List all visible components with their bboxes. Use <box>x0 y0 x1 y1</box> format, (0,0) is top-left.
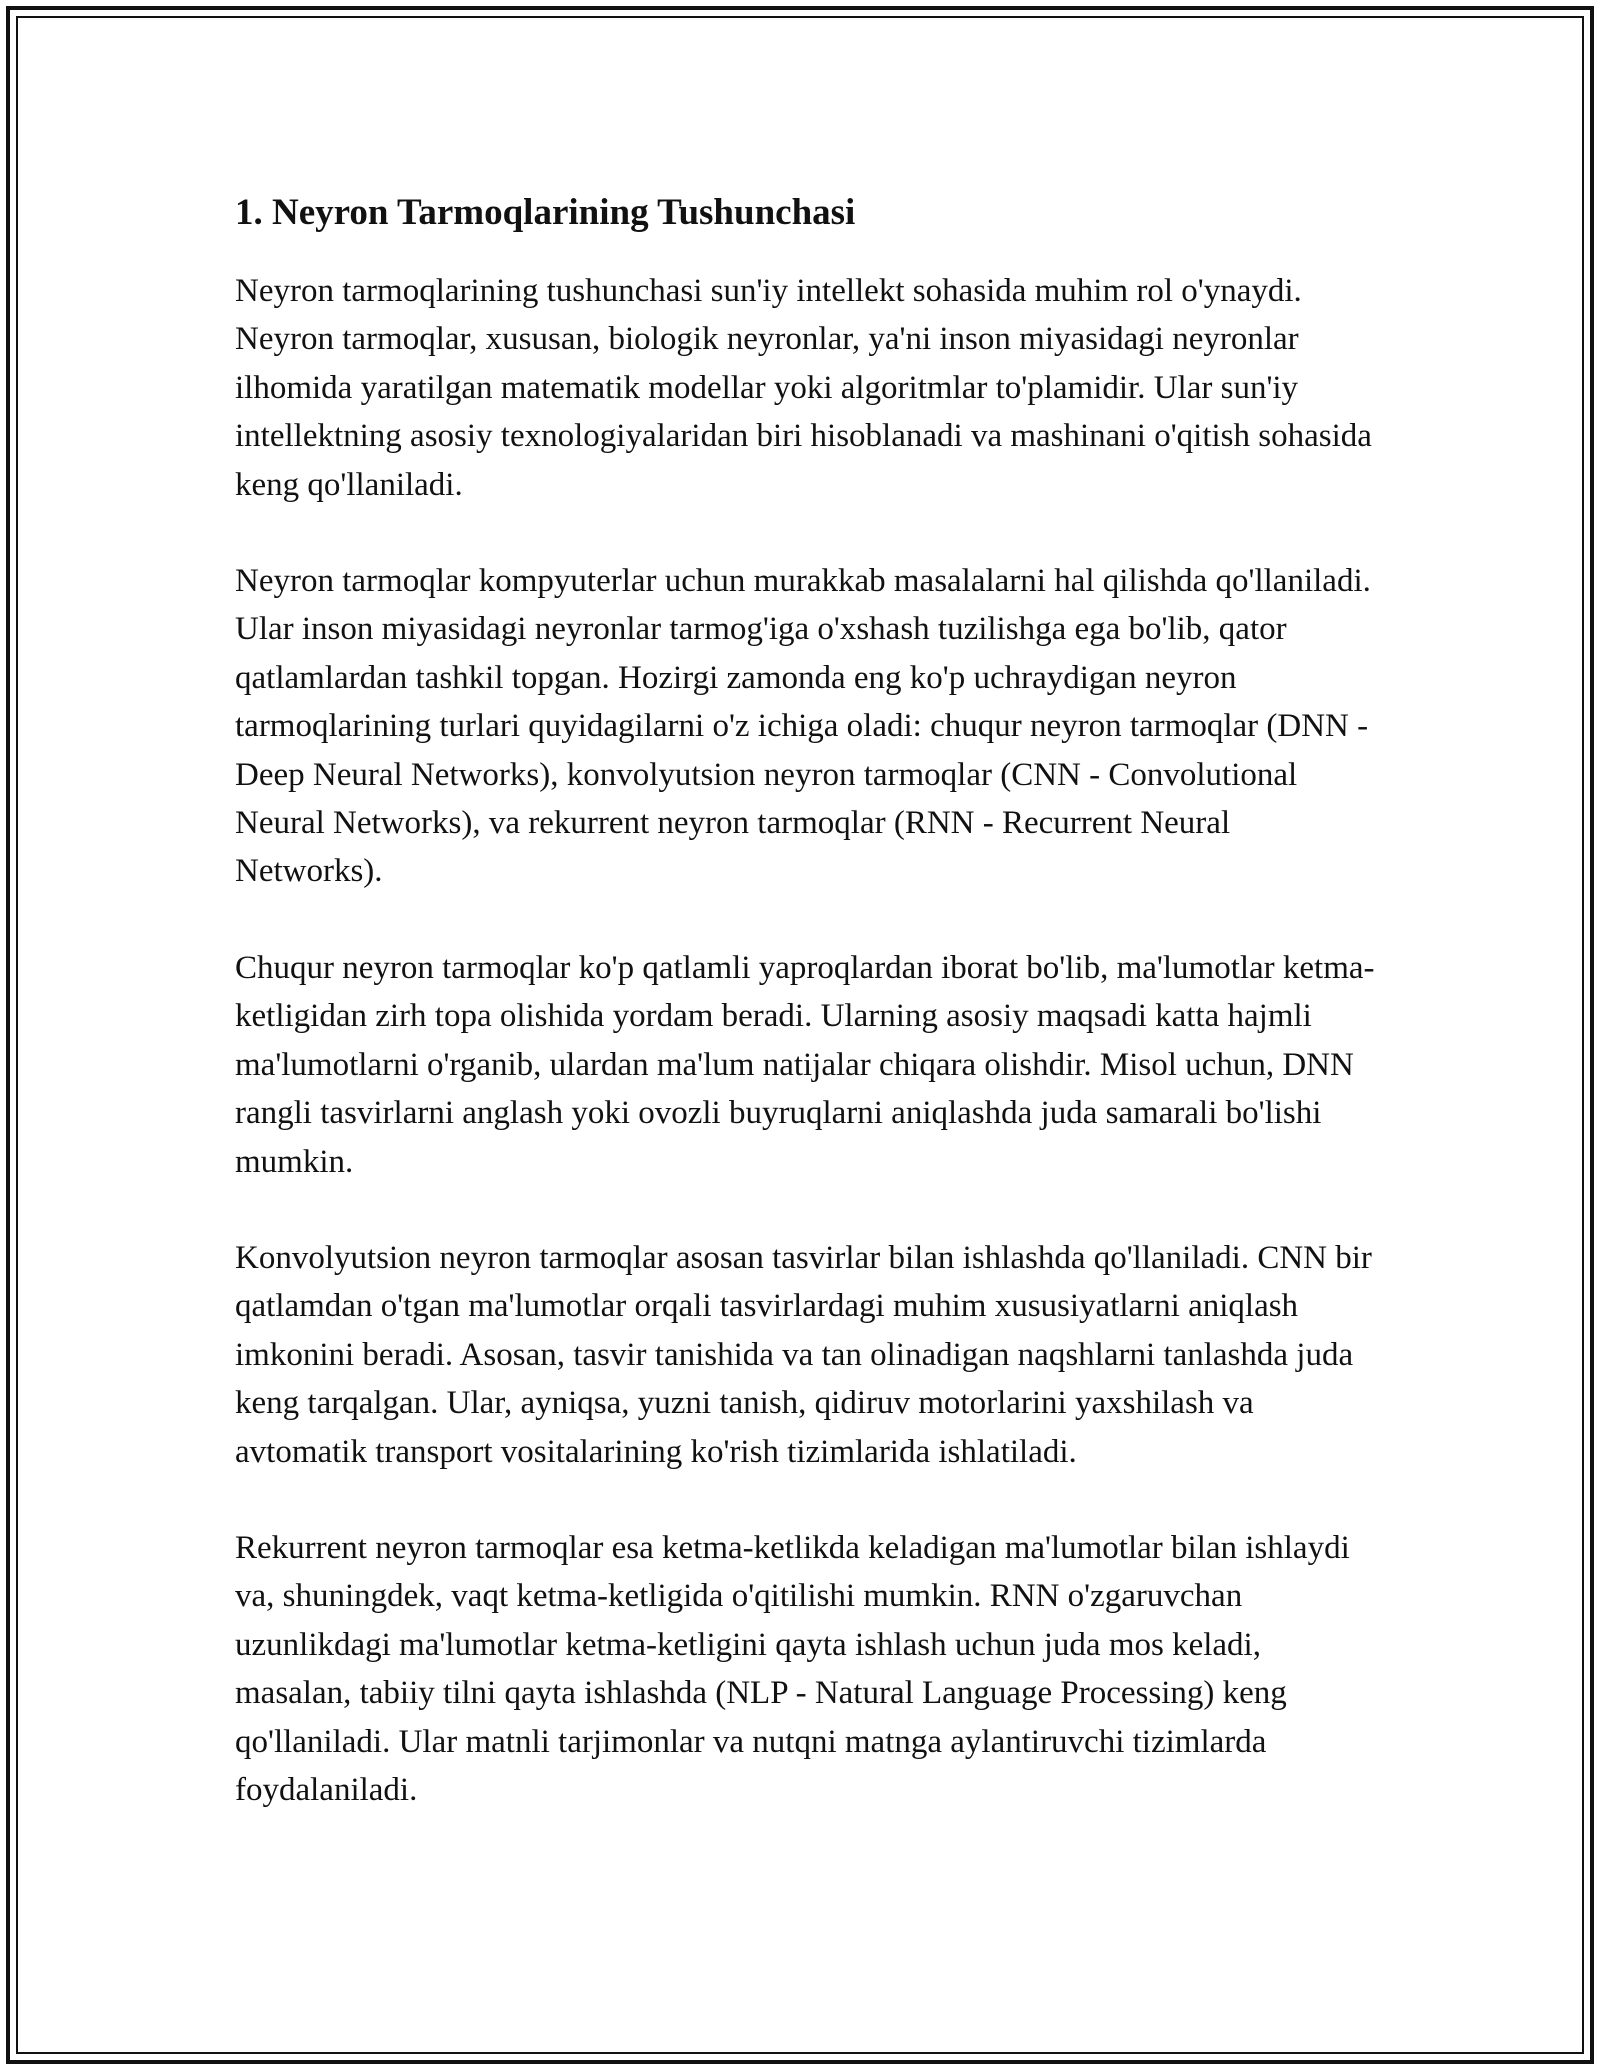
section-heading: 1. Neyron Tarmoqlarining Tushunchasi <box>235 192 856 233</box>
paragraph-intro: Neyron tarmoqlarining tushunchasi sun'iy intellekt sohasida muhim rol o'ynaydi. Neyron tarmoqlar, xususan, biologik neyronlar, ya'ni inson miyasidagi neyronlar ilhomida yaratilgan matematik modellar yoki algoritmlar to'plamidir. Ular sun'iy intellektning asosiy texnologiyalaridan biri hisoblanadi va mashinani o'qitish sohasida keng qo'llaniladi. <box>235 273 1372 503</box>
paragraph-cnn: Konvolyutsion neyron tarmoqlar asosan tasvirlar bilan ishlashda qo'llaniladi. CNN bir qatlamdan o'tgan ma'lumotlar orqali tasvirlardagi muhim xususiyatlarni aniqlash imkonini beradi. Asosan, tasvir tanishida va tan olinadigan naqshlarni tanlashda juda keng tarqalgan. Ular, ayniqsa, yuzni tanish, qidiruv motorlarini yaxshilash va avtomatik transport vositalarining ko'rish tizimlarida ishlatiladi. <box>235 1239 1372 1470</box>
paragraph-dnn: Chuqur neyron tarmoqlar ko'p qatlamli yaproqlardan iborat bo'lib, ma'lumotlar ketma-ketligidan zirh topa olishida yordam beradi. Ularning asosiy maqsadi katta hajmli ma'lumotlarni o'rganib, ulardan ma'lum natijalar chiqara olishdir. Misol uchun, DNN rangli tasvirlarni anglash yoki ovozli buyruqlarni aniqlashda juda samarali bo'lishi mumkin. <box>235 949 1375 1180</box>
document-body <box>235 187 1375 1862</box>
paragraph-rnn: Rekurrent neyron tarmoqlar esa ketma-ketlikda keladigan ma'lumotlar bilan ishlaydi va, shuningdek, vaqt ketma-ketligida o'qitilishi mumkin. RNN o'zgaruvchan uzunlikdagi ma'lumotlar ketma-ketligini qayta ishlash uchun juda mos keladi, masalan, tabiiy tilni qayta ishlashda (NLP - Natural Language Processing) keng qo'llaniladi. Ular matnli tarjimonlar va nutqni matnga aylantiruvchi tizimlarda foydalaniladi. <box>235 1529 1350 1808</box>
paragraph-types: Neyron tarmoqlar kompyuterlar uchun murakkab masalalarni hal qilishda qo'llaniladi. Ular inson miyasidagi neyronlar tarmog'iga o'xshash tuzilishga ega bo'lib, qator qatlamlardan tashkil topgan. Hozirgi zamonda eng ko'p uchraydigan neyron tarmoqlarining turlari quyidagilarni o'z ichiga oladi: chuqur neyron tarmoqlar (DNN - Deep Neural Networks), konvolyutsion neyron tarmoqlar (CNN - Convolutional Neural Networks), va rekurrent neyron tarmoqlar (RNN - Recurrent Neural Networks). <box>235 563 1371 890</box>
